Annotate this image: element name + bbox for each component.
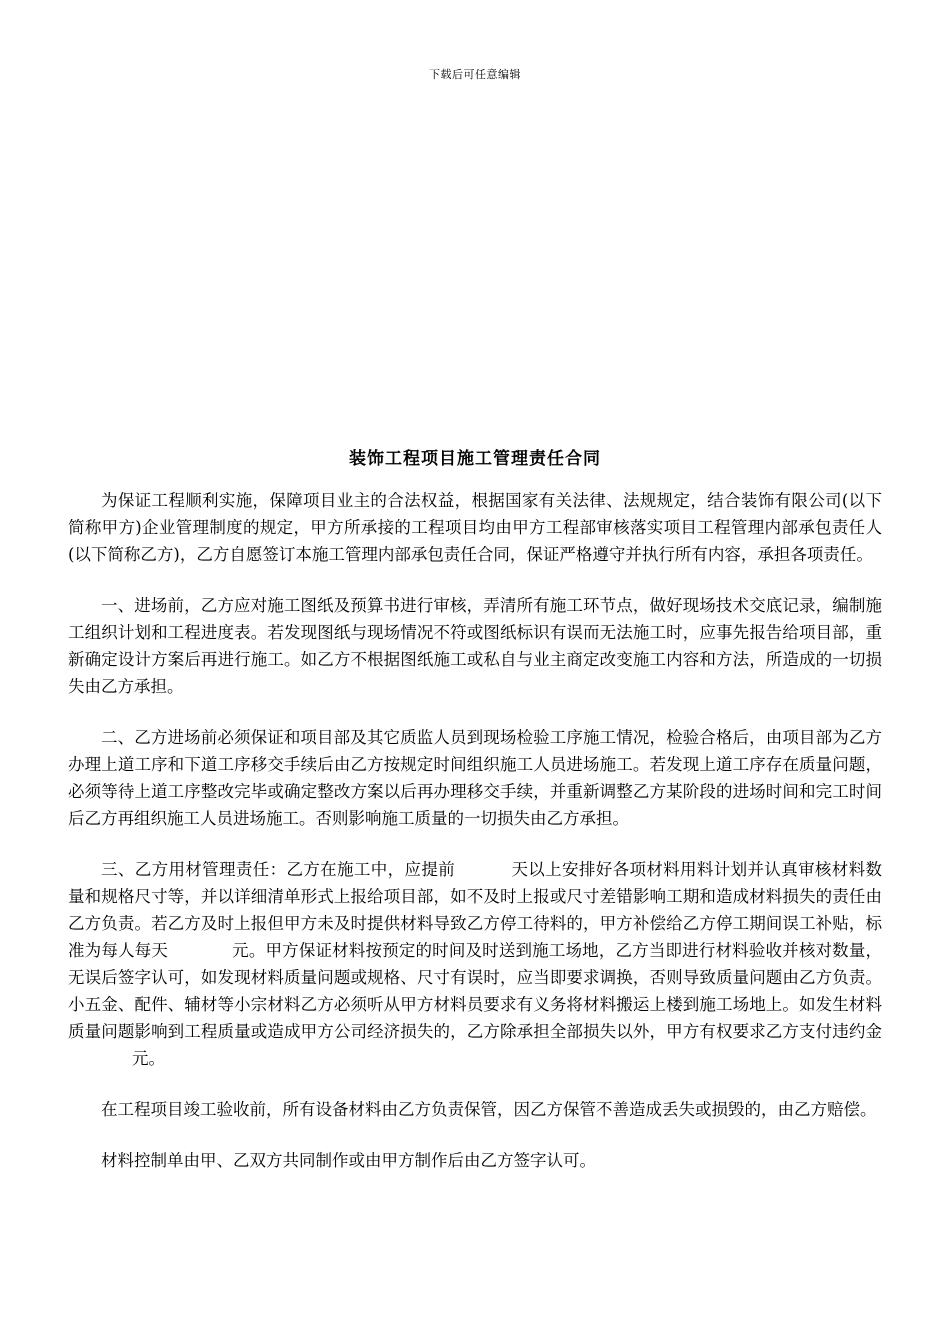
clause-1-paragraph: 一、进场前，乙方应对施工图纸及预算书进行审核，弄清所有施工环节点，做好现场技术交底记录，编制施工组织计划和工程进度表。若发现图纸与现场情况不符或图纸标识有误而无法施工时，应事先报告给项目部，重新确定设计方案后再进行施工。如乙方不根据图纸施工或私自与业主商定改变施工内容和方法，所造成的一切损失由乙方承担。 [68, 596, 882, 696]
control-sheet-paragraph: 材料控制单由甲、乙双方共同制作或由甲方制作后由乙方签字认可。 [101, 1151, 596, 1170]
clause-3-paragraph [68, 856, 882, 1072]
clause-3-text-part4: 元。 [132, 1049, 165, 1068]
intro-paragraph: 为保证工程顺利实施，保障项目业主的合法权益，根据国家有关法律、法规规定，结合装饰有限公司(以下简称甲方)企业管理制度的规定，甲方所承接的工程项目均由甲方工程部审核落实项目工程管理内部承包责任人(以下简称乙方)，乙方自愿签订本施工管理内部承包责任合同，保证严格遵守并执行所有内容，承担各项责任。 [68, 491, 882, 564]
clause-3-text-part2: 天以上安排好各项材料用料计划并认真审核材料数量和规格尺寸等，并以详细清单形式上报给项目部，如不及时上报或尺寸差错影响工期和造成材料损失的责任由乙方负责。若乙方及时上报但甲方未及时提供材料导致乙方停工待料的，甲方补偿给乙方停工期间误工补贴，标准为每人每天 [68, 860, 883, 960]
clause-2-paragraph: 二、乙方进场前必须保证和项目部及其它质监人员到现场检验工序施工情况，检验合格后，由项目部为乙方办理上道工序和下道工序移交手续后由乙方按规定时间组织施工人员进场施工。若发现上道工序存在质量问题，必须等待上道工序整改完毕或确定整改方案以后再办理移交手续，并重新调整乙方某阶段的进场时间和完工时间后乙方再组织施工人员进场施工。否则影响施工质量的一切损失由乙方承担。 [68, 728, 882, 828]
document-title: 装饰工程项目施工管理责任合同 [349, 449, 601, 469]
storage-paragraph: 在工程项目竣工验收前，所有设备材料由乙方负责保管，因乙方保管不善造成丢失或损毁的，由乙方赔偿。 [101, 1100, 877, 1119]
clause-3-text-part1: 三、乙方用材管理责任：乙方在施工中，应提前 [101, 860, 456, 879]
header-note: 下载后可任意编辑 [429, 68, 521, 81]
clause-3-text-part3: 元。甲方保证材料按预定的时间及时送到施工场地，乙方当即进行材料验收并核对数量，无误后签字认可，如发现材料质量问题或规格、尺寸有误时，应当即要求调换，否则导致质量问题由乙方负责。小五金、配件、辅材等小宗材料乙方必须听从甲方材料员要求有义务将材料搬运上楼到施工场地上。如发生材料质量问题影响到工程质量或造成甲方公司经济损失的，乙方除承担全部损失以外，甲方有权要求乙方支付违约金 [68, 941, 883, 1041]
document-body [68, 487, 882, 1198]
